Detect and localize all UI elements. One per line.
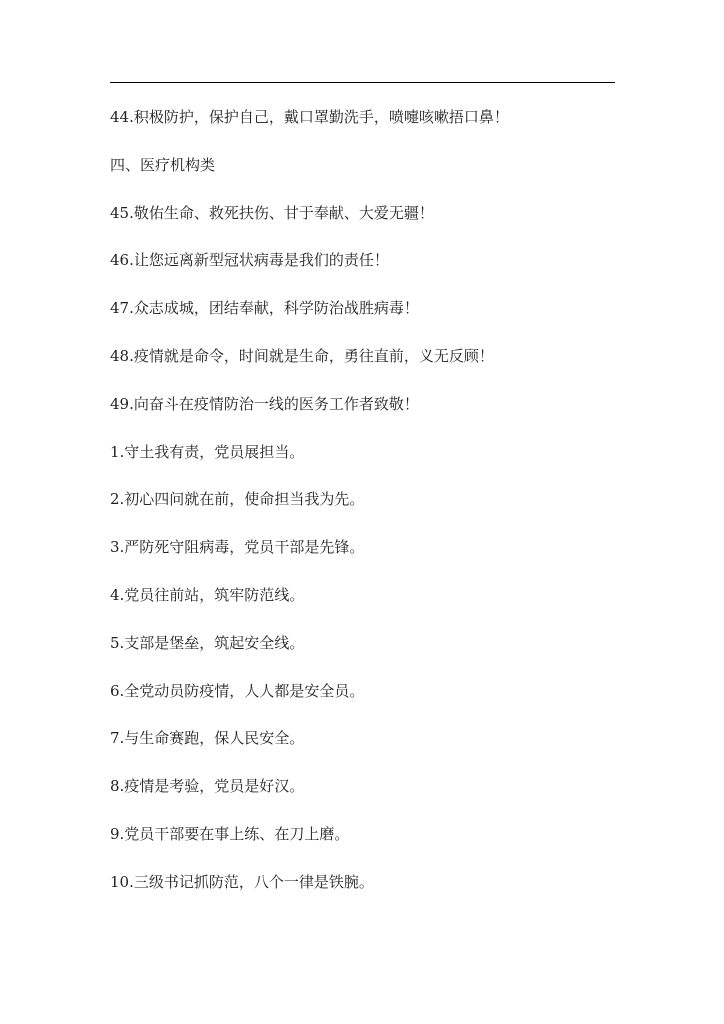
text-line: 48.疫情就是命令，时间就是生命，勇往直前，义无反顾！ [110,346,494,365]
header-rule [110,82,615,83]
text-line: 4.党员往前站，筑牢防范线。 [110,585,305,604]
text-line: 1.守土我有责，党员展担当。 [110,442,305,461]
text-line: 10.三级书记抓防范，八个一律是铁腕。 [110,872,374,891]
text-line: 44.积极防护，保护自己，戴口罩勤洗手，喷嚏咳嗽捂口鼻！ [110,108,509,126]
document-body [110,103,615,916]
text-line: 3.严防死守阻病毒，党员干部是先锋。 [110,538,365,557]
text-line: 45.敬佑生命、救死扶伤、甘于奉献、大爱无疆！ [110,203,434,222]
text-line: 5.支部是堡垒，筑起安全线。 [110,633,305,652]
text-line: 6.全党动员防疫情，人人都是安全员。 [110,681,365,700]
text-line: 8.疫情是考验，党员是好汉。 [110,777,305,796]
text-line: 46.让您远离新型冠状病毒是我们的责任！ [110,251,389,270]
section-heading: 四、医疗机构类 [110,155,216,174]
text-line: 2.初心四问就在前，使命担当我为先。 [110,490,365,509]
text-line: 9.党员干部要在事上练、在刀上磨。 [110,824,350,843]
text-line: 7.与生命赛跑，保人民安全。 [110,729,305,748]
text-line: 49.向奋斗在疫情防治一线的医务工作者致敬！ [110,394,419,413]
text-line: 47.众志成城，团结奉献，科学防治战胜病毒！ [110,299,419,318]
